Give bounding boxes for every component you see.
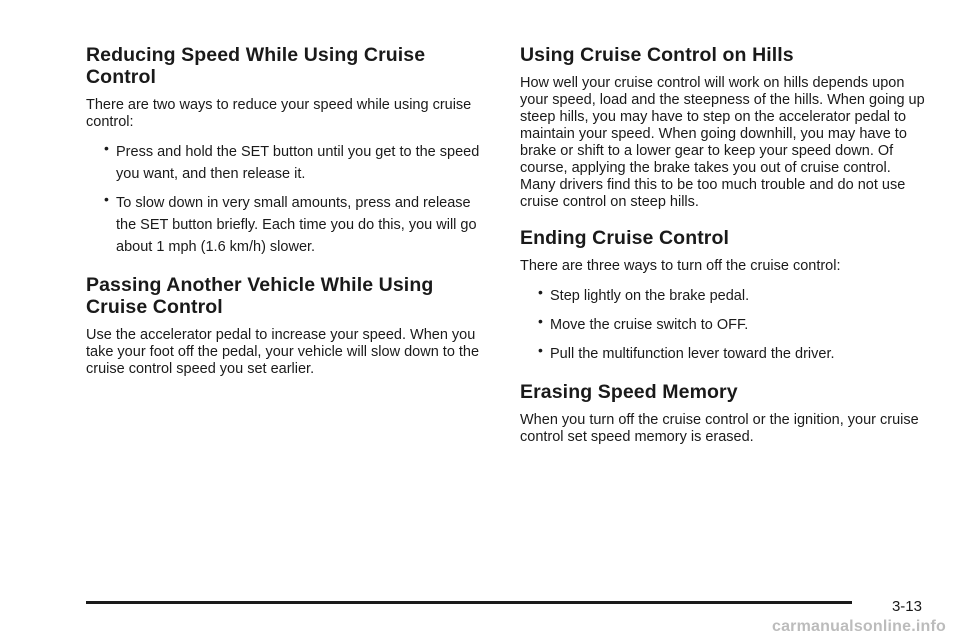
heading-reducing-speed: Reducing Speed While Using Cruise Control [86,44,426,88]
page-number: 3-13 [891,598,922,615]
heading-passing-vehicle: Passing Another Vehicle While Using Cruise Control [86,274,434,318]
heading-ending-cruise: Ending Cruise Control [520,227,730,249]
list-item-text: Press and hold the SET button until you get to the speed you want, and then release it. [116,144,480,182]
bullet-icon: • [538,313,543,329]
ending-cruise-list [520,285,930,365]
section-passing-vehicle [86,274,486,378]
left-column [86,44,486,394]
reducing-speed-intro: There are two ways to reduce your speed while using cruise control: [86,97,472,130]
reducing-speed-list [86,141,486,258]
section-ending-cruise [520,227,930,365]
watermark-text: carmanualsonline.info [771,618,946,635]
list-item-text: To slow down in very small amounts, press and release the SET button briefly. Each time you do this, you will go about 1 mph (1.6 km/h) slower. [116,195,477,255]
ending-cruise-intro: There are three ways to turn off the cruise control: [520,258,841,274]
erasing-memory-body: When you turn off the cruise control or the ignition, your cruise control set speed memory is erased. [520,412,919,445]
list-item-text: Move the cruise switch to OFF. [550,317,749,333]
bullet-icon: • [104,191,109,207]
cruise-hills-body: How well your cruise control will work on hills depends upon your speed, load and the steepness of the hills. When going up steep hills, you may have to step on the accelerator pedal to maintain your speed. When going downhill, you may have to brake or shift to a lower gear to keep your speed down. Of course, applying the brake takes you out of cruise control. Many drivers find this to be too much trouble and do not use cruise control on steep hills. [520,75,925,210]
footer-divider [86,601,852,604]
list-item-text: Step lightly on the brake pedal. [550,288,750,304]
list-item [520,285,930,307]
list-item [86,141,486,185]
section-reducing-speed [86,44,486,258]
right-column [520,44,930,462]
heading-cruise-hills: Using Cruise Control on Hills [520,44,794,66]
passing-vehicle-body: Use the accelerator pedal to increase your speed. When you take your foot off the pedal, your vehicle will slow down to the cruise control speed you set earlier. [86,327,480,377]
list-item-text: Pull the multifunction lever toward the driver. [550,346,835,362]
bullet-icon: • [104,140,109,156]
list-item [520,343,930,365]
list-item [520,314,930,336]
bullet-icon: • [538,284,543,300]
section-erasing-memory [520,381,930,446]
list-item [86,192,486,258]
section-cruise-hills [520,44,930,211]
bullet-icon: • [538,342,543,358]
heading-erasing-memory: Erasing Speed Memory [520,381,738,403]
